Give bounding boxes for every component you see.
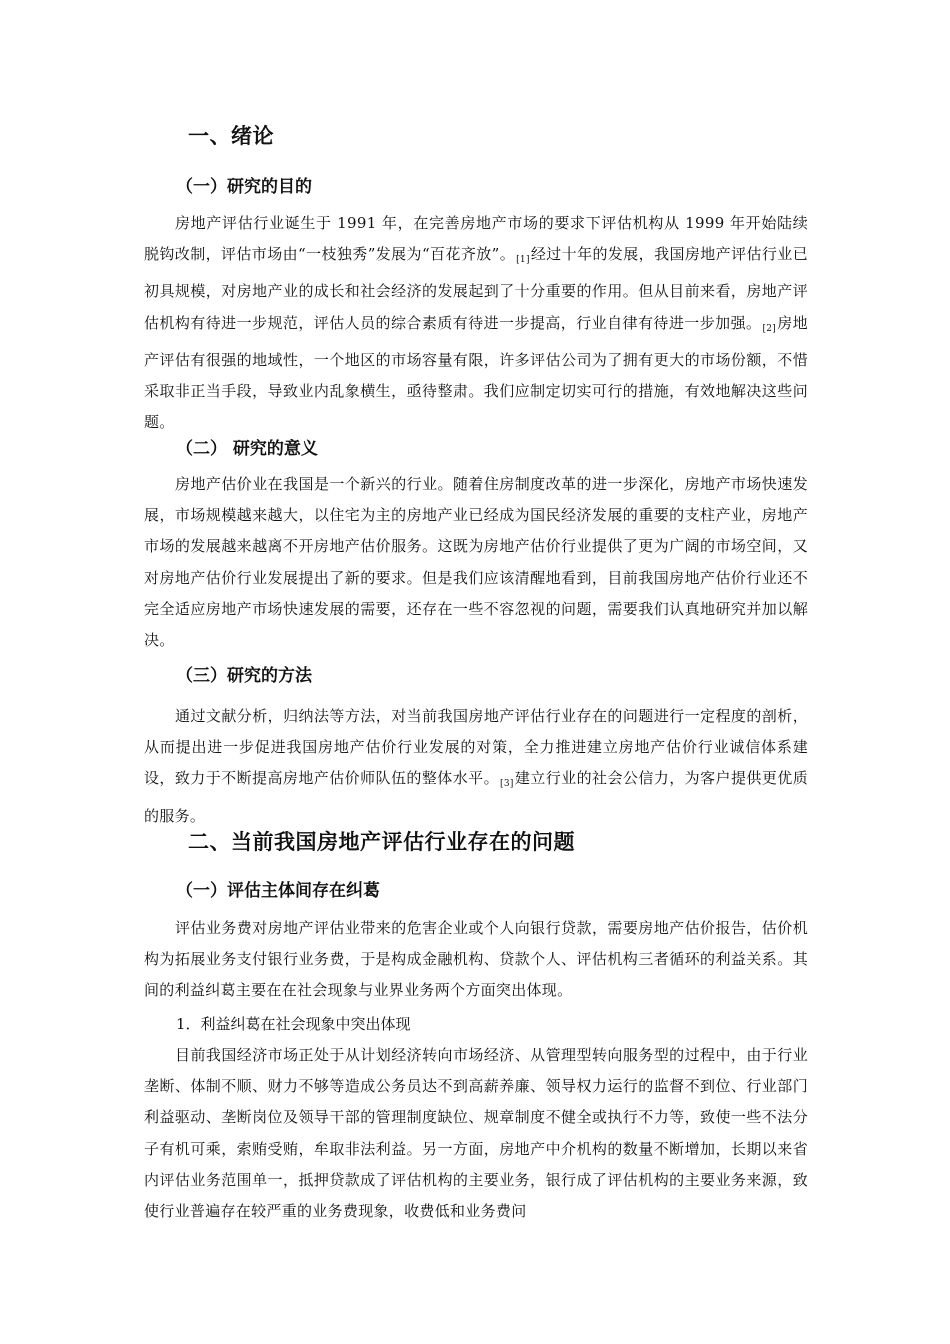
paragraph-text: 通过文献分析，归纳法等方法，对当前我国房地产评估行业存在的问题进行一定程度的剖析，从而提出进一步促进我国房地产估价行业发展的对策，全力推进建立房地产估价行业诚信体系建设，致力于不断提高房地产估价师队伍的整体水平。 bbox=[144, 707, 808, 788]
subsection-heading-significance: （二） 研究的意义 bbox=[176, 439, 318, 459]
citation-marker[interactable]: [2] bbox=[762, 323, 777, 334]
section-heading-introduction: 一、绪论 bbox=[188, 124, 274, 148]
paragraph-text: 建立行业的社会公信力，为客户提供更优质的服务。 bbox=[144, 769, 808, 825]
paragraph-text: 房地产评估行业诞生于 1991 年，在完善房地产市场的要求下评估机构从 1999 年开始陆续脱钩改制，评估市场由“一枝独秀”发展为“百花齐放”。 bbox=[144, 214, 808, 264]
citation-marker[interactable]: [1] bbox=[516, 255, 530, 266]
paragraph-text: 房地产评估有很强的地域性，一个地区的市场容量有限，许多评估公司为了拥有更大的市场份额，不惜采取非正当手段，导致业内乱象横生，亟待整肃。我们应制定切实可行的措施，有效地解决这些问题。 bbox=[144, 313, 808, 432]
paragraph-method bbox=[144, 701, 808, 832]
paragraph-text: 经过十年的发展，我国房地产评估行业已初具规模，对房地产业的成长和社会经济的发展起到了十分重要的作用。但从目前来看，房地产评估机构有待进一步规范，评估人员的综合素质有待进一步提高，行业自律有待进一步加强。 bbox=[144, 245, 808, 332]
subsection-heading-purpose: （一）研究的目的 bbox=[176, 177, 312, 197]
paragraph-disputes: 评估业务费对房地产评估业带来的危害企业或个人向银行贷款，需要房地产估价报告，估价机构为拓展业务支付银行业务费，于是构成金融机构、贷款个人、评估机构三者循环的利益关系。其间的利益纠葛主要在在社会现象与业界业务两个方面突出体现。 bbox=[144, 919, 808, 1000]
citation-marker[interactable]: [3] bbox=[500, 779, 514, 790]
section-heading-problems: 二、当前我国房地产评估行业存在的问题 bbox=[188, 830, 575, 854]
paragraph-social-phenomena: 目前我国经济市场正处于从计划经济转向市场经济、从管理型转向服务型的过程中，由于行业垄断、体制不顺、财力不够等造成公务员达不到高薪养廉、领导权力运行的监督不到位、行业部门利益驱动、垄断岗位及领导干部的管理制度缺位、规章制度不健全或执行不力等，致使一些不法分子有机可乘，索贿受贿，牟取非法利益。另一方面，房地产中介机构的数量不断增加，长期以来省内评估业务范围单一，抵押贷款成了评估机构的主要业务，银行成了评估机构的主要业务来源，致使行业普遍存在较严重的业务费现象，收费低和业务费问 bbox=[144, 1046, 808, 1221]
numbered-item-heading: 1．利益纠葛在社会现象中突出体现 bbox=[176, 1015, 411, 1033]
subsection-heading-method: （三）研究的方法 bbox=[176, 666, 312, 686]
paragraph-purpose bbox=[144, 208, 808, 438]
paragraph-significance: 房地产估价业在我国是一个新兴的行业。随着住房制度改革的进一步深化，房地产市场快速发展，市场规模越来越大，以住宅为主的房地产业已经成为国民经济发展的重要的支柱产业，房地产市场的发展越来越离不开房地产估价服务。这既为房地产估价行业提供了更为广阔的市场空间，又对房地产估价行业发展提出了新的要求。但是我们应该清醒地看到，目前我国房地产估价行业还不完全适应房地产市场快速发展的需要，还存在一些不容忽视的问题，需要我们认真地研究并加以解决。 bbox=[144, 475, 808, 650]
subsection-heading-disputes: （一）评估主体间存在纠葛 bbox=[176, 881, 380, 901]
